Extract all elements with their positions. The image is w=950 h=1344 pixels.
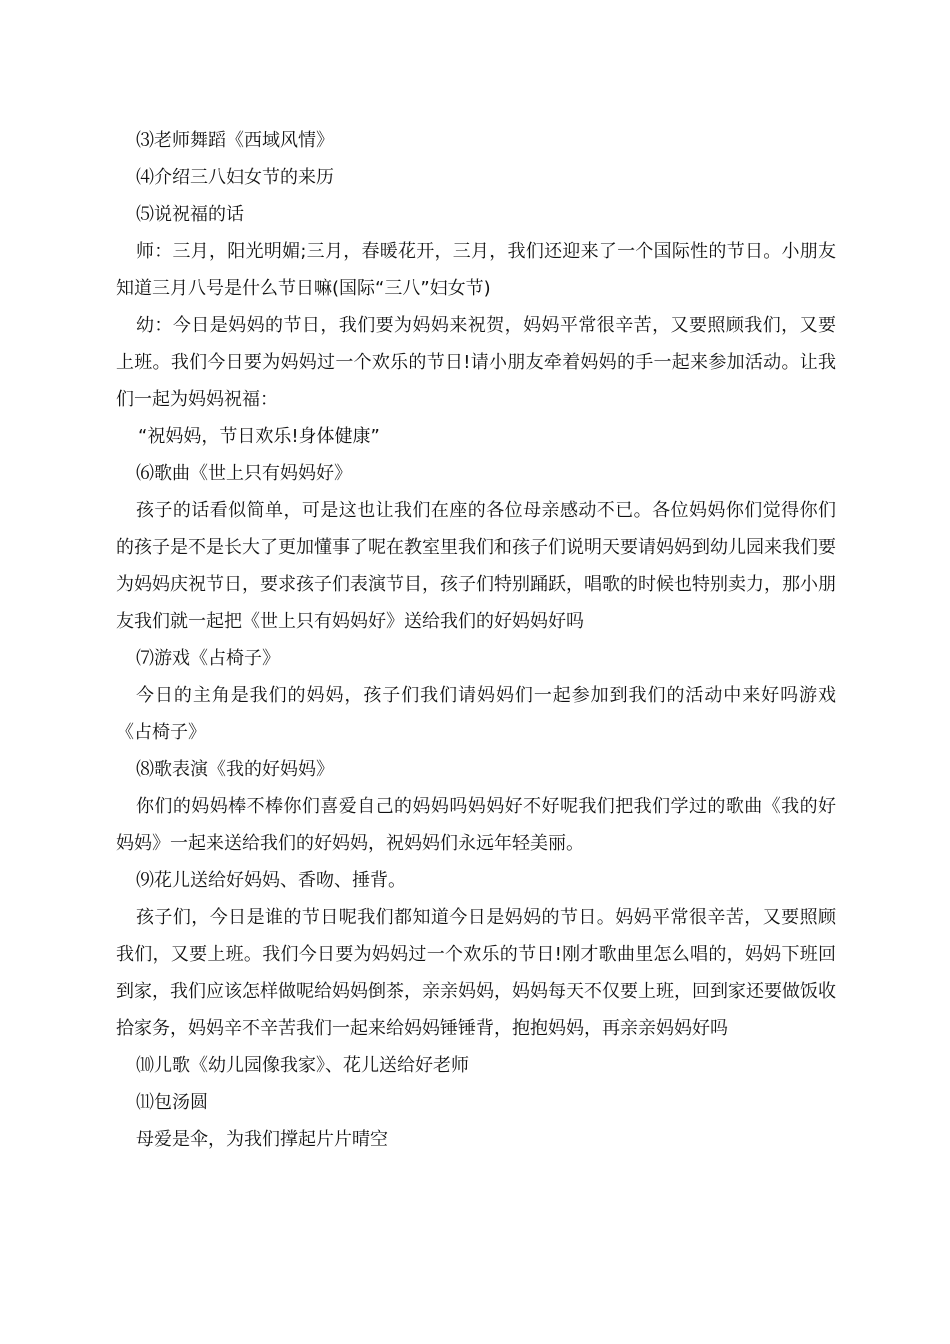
paragraph-closing: 母爱是伞，为我们撑起片片晴空 (136, 1129, 388, 1150)
list-item-game: ⑺游戏《占椅子》 (136, 648, 280, 669)
paragraph-children-words: 孩子的话看似简单，可是这也让我们在座的各位母亲感动不已。各位妈妈你们觉得你们的孩子是不是长大了更加懂事了呢在教室里我们和孩子们说明天要请妈妈到幼儿园来我们要为妈妈庆祝节日，要求孩子们表演节目，孩子们特别踊跃，唱歌的时候也特别卖力，那小朋友我们就一起把《世上只有妈妈好》送给我们的好妈妈好吗 (116, 500, 836, 632)
paragraph-blessing-quote: “祝妈妈，节日欢乐!身体健康” (138, 426, 380, 447)
paragraph-song-performance-intro: 你们的妈妈棒不棒你们喜爱自己的妈妈吗妈妈好不好呢我们把我们学过的歌曲《我的好妈妈》一起来送给我们的好妈妈，祝妈妈们永远年轻美丽。 (116, 796, 836, 854)
paragraph-children-speech: 幼：今日是妈妈的节日，我们要为妈妈来祝贺，妈妈平常很辛苦，又要照顾我们，又要上班。我们今日要为妈妈过一个欢乐的节日!请小朋友牵着妈妈的手一起来参加活动。让我们一起为妈妈祝福： (116, 315, 836, 410)
list-item-nursery-rhyme: ⑽儿歌《幼儿园像我家》、花儿送给好老师 (136, 1055, 469, 1076)
paragraph-flowers-intro: 孩子们，今日是谁的节日呢我们都知道今日是妈妈的节日。妈妈平常很辛苦，又要照顾我们，又要上班。我们今日要为妈妈过一个欢乐的节日!刚才歌曲里怎么唱的，妈妈下班回到家，我们应该怎样做呢给妈妈倒茶，亲亲妈妈，妈妈每天不仅要上班，回到家还要做饭收拾家务，妈妈辛不辛苦我们一起来给妈妈锤锤背，抱抱妈妈，再亲亲妈妈好吗 (116, 907, 836, 1039)
list-item-teacher-dance: ⑶老师舞蹈《西域风情》 (136, 130, 334, 151)
list-item-womens-day-origin: ⑷介绍三八妇女节的来历 (136, 167, 334, 188)
paragraph-game-intro: 今日的主角是我们的妈妈，孩子们我们请妈妈们一起参加到我们的活动中来好吗游戏《占椅子》 (116, 685, 836, 743)
list-item-song: ⑹歌曲《世上只有妈妈好》 (136, 463, 352, 484)
document-body (116, 122, 836, 1158)
paragraph-teacher-speech: 师：三月，阳光明媚;三月，春暖花开，三月，我们还迎来了一个国际性的节日。小朋友知道三月八号是什么节日嘛(国际“三八”妇女节) (116, 241, 836, 299)
list-item-tangyuan: ⑾包汤圆 (136, 1092, 208, 1113)
list-item-flowers-kiss: ⑼花儿送给好妈妈、香吻、捶背。 (136, 870, 406, 891)
list-item-blessing-words: ⑸说祝福的话 (136, 204, 244, 225)
list-item-song-performance: ⑻歌表演《我的好妈妈》 (136, 759, 334, 780)
